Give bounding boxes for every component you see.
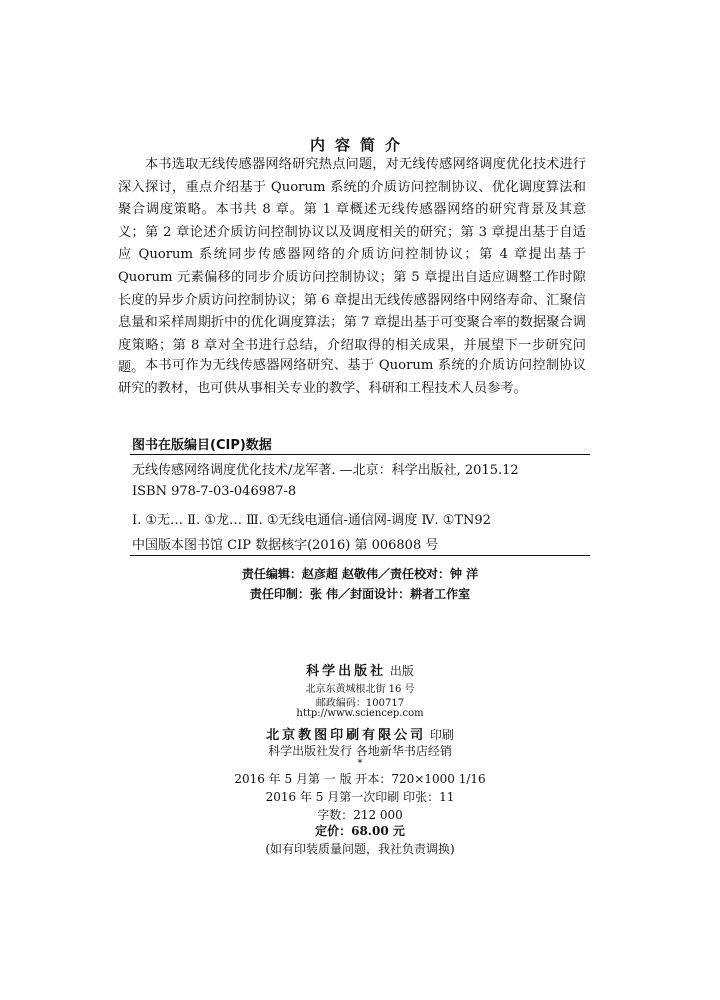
cip-title-line: 无线传感网络调度优化技术/龙军著. —北京：科学出版社, 2015.12 xyxy=(132,463,519,478)
separator-star: * xyxy=(357,758,363,769)
cip-isbn-line: ISBN 978-7-03-046987-8 xyxy=(132,484,297,499)
publisher-line xyxy=(0,660,720,679)
word-count: 字数：212 000 xyxy=(317,808,403,822)
summary-paragraph-2: 本书可作为无线传感器网络研究、基于 Quorum 系统的介质访问控制协议研究的教材，也可供从事相关专业的教学、科研和工程技术人员参考。 xyxy=(118,358,586,396)
summary-paragraph-1: 本书选取无线传感器网络研究热点问题，对无线传感网络调度优化技术进行深入探讨，重点介绍基于 Quorum 系统的介质访问控制协议、优化调度算法和聚合调度策略。本书共 8 章。第 1 章概述无线传感器网络的研究背景及其意义；第 2 章论述介质访问控制协议以及调度相关的研究；第 3 章提出基于自适应 Quorum 系统同步传感器网络的介质访问控制协议；第 4 章提出基于 Quorum 元素偏移的同步介质访问控制协议；第 5 章提出自适应调整工作时隙长度的异步介质访问控制协议；第 6 章提出无线传感器网络中网络寿命、汇聚信息量和采样周期折中的优化调度算法；第 7 章提出基于可变聚合率的数据聚合调度策略；第 8 章对全书进行总结，介绍取得的相关成果，并展望下一步研究问题。 xyxy=(118,157,586,376)
publisher-suffix: 出版 xyxy=(389,664,414,678)
cip-classification-line: Ⅰ. ①无… Ⅱ. ①龙… Ⅲ. ①无线电通信-通信网-调度 Ⅳ. ①TN92 xyxy=(132,513,491,528)
publisher-address: 北京东黄城根北街 16 号 xyxy=(305,684,415,695)
publisher-name: 科学出版社 xyxy=(306,664,387,679)
summary-title: 内容简介 xyxy=(309,136,410,154)
edition-line: 2016 年 5 月第 一 版 开本：720×1000 1/16 xyxy=(234,772,486,786)
distribution-line: 科学出版社发行 各地新华书店经销 xyxy=(268,744,452,758)
credits-editors: 责任编辑：赵彦超 赵敬伟／责任校对：钟 洋 xyxy=(241,567,479,581)
publisher-postcode: 邮政编码：100717 xyxy=(315,698,405,709)
printer-name: 北京教图印刷有限公司 xyxy=(266,728,427,743)
publisher-website: http://www.sciencep.com xyxy=(296,708,424,719)
printer-line xyxy=(0,724,720,743)
quality-notice: (如有印装质量问题，我社负责调换) xyxy=(265,842,455,856)
cip-record-line: 中国版本图书馆 CIP 数据核字(2016) 第 006808 号 xyxy=(132,538,439,553)
price: 定价：68.00 元 xyxy=(315,824,405,838)
credits-production: 责任印制：张 伟／封面设计：耕者工作室 xyxy=(249,587,471,601)
cip-heading: 图书在版编目(CIP)数据 xyxy=(132,438,272,453)
cip-data-box xyxy=(130,454,590,556)
printer-suffix: 印刷 xyxy=(429,728,454,742)
printing-line: 2016 年 5 月第一次印刷 印张：11 xyxy=(265,790,455,804)
